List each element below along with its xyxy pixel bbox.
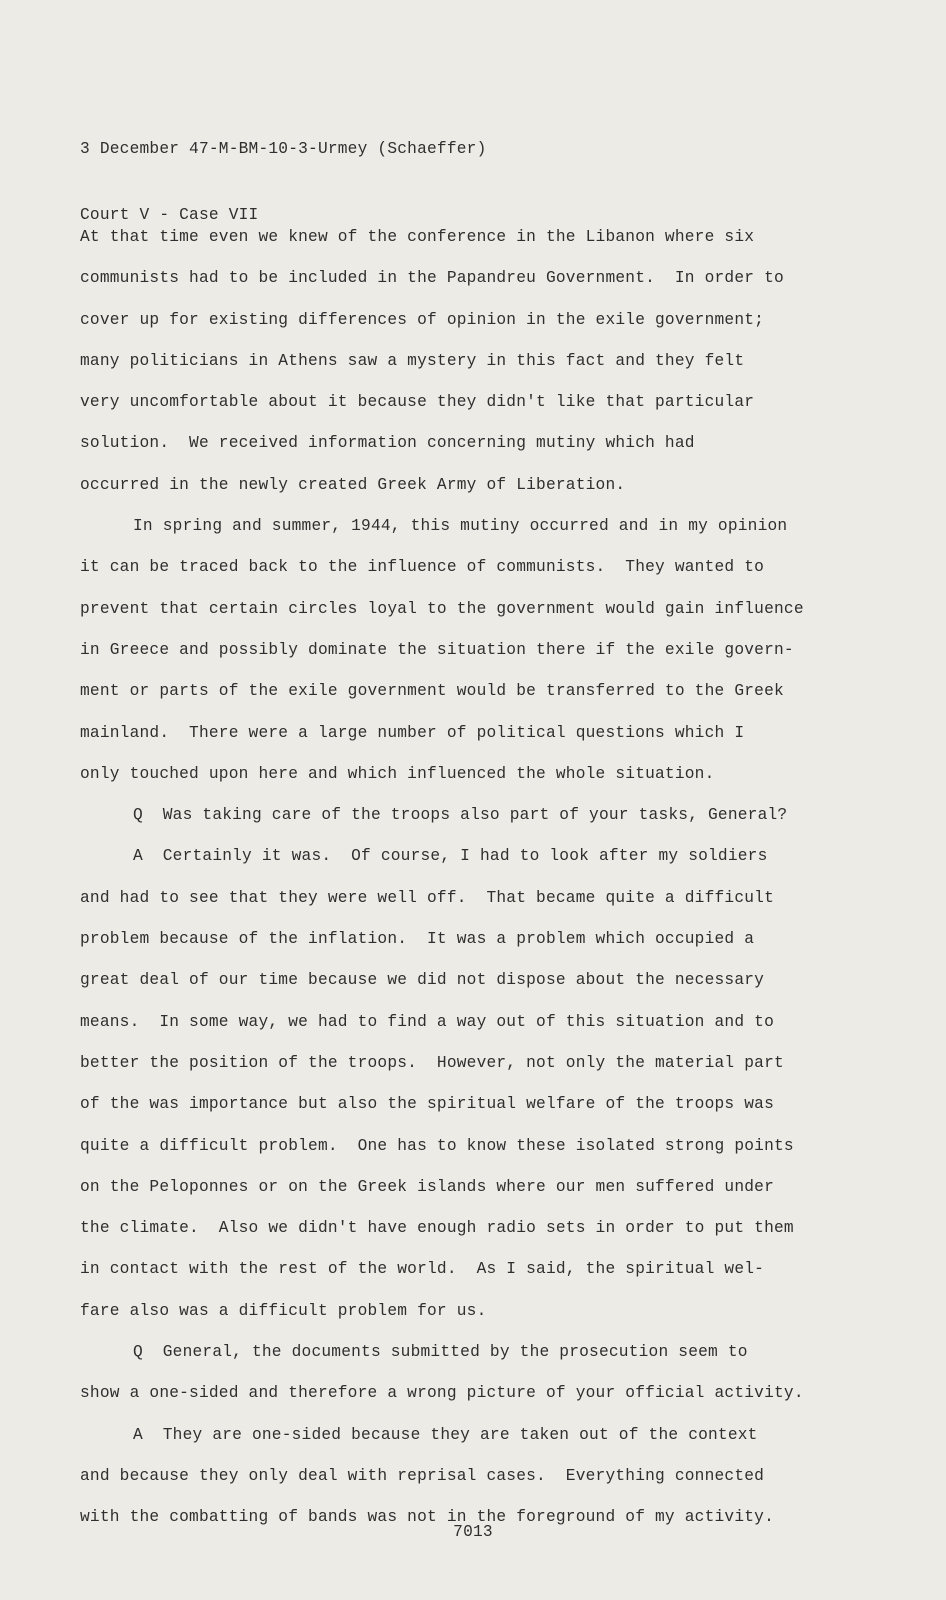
text-line: solution. We received information concerning mutiny which had — [80, 434, 695, 453]
transcript-body — [80, 217, 840, 1539]
text-line: fare also was a difficult problem for us. — [80, 1301, 487, 1320]
answer-line: A Certainly it was. Of course, I had to look after my soldiers — [133, 847, 768, 866]
text-line: better the position of the troops. However, not only the material part — [80, 1053, 784, 1072]
text-line: In spring and summer, 1944, this mutiny occurred and in my opinion — [133, 517, 788, 536]
text-line: and because they only deal with reprisal cases. Everything connected — [80, 1466, 765, 1485]
text-line: great deal of our time because we did not dispose about the necessary — [80, 971, 765, 990]
header-date-line: 3 December 47-M-BM-10-3-Urmey (Schaeffer) — [80, 140, 487, 158]
text-line: means. In some way, we had to find a way out of this situation and to — [80, 1012, 774, 1031]
answer-line: A They are one-sided because they are taken out of the context — [133, 1425, 758, 1444]
text-line: only touched upon here and which influenced the whole situation. — [80, 764, 715, 783]
text-line: occurred in the newly created Greek Army of Liberation. — [80, 475, 626, 494]
text-line: quite a difficult problem. One has to know these isolated strong points — [80, 1136, 794, 1155]
text-line: communists had to be included in the Papandreu Government. In order to — [80, 269, 784, 288]
text-line: problem because of the inflation. It was a problem which occupied a — [80, 930, 755, 949]
text-line: many politicians in Athens saw a mystery in this fact and they felt — [80, 351, 745, 370]
text-line: cover up for existing differences of opinion in the exile government; — [80, 310, 765, 329]
text-line: with the combatting of bands was not in the foreground of my activity. — [80, 1508, 774, 1527]
text-line: mainland. There were a large number of political questions which I — [80, 723, 745, 742]
text-line: prevent that certain circles loyal to the government would gain influence — [80, 599, 804, 618]
text-line: show a one-sided and therefore a wrong picture of your official activity. — [80, 1384, 804, 1403]
text-line: of the was importance but also the spiritual welfare of the troops was — [80, 1095, 774, 1114]
page-number: 7013 — [453, 1523, 493, 1541]
text-line: it can be traced back to the influence of communists. They wanted to — [80, 558, 765, 577]
header-court-line: Court V - Case VII — [80, 206, 259, 224]
question-line: Q Was taking care of the troops also part of your tasks, General? — [133, 806, 788, 825]
text-line: ment or parts of the exile government would be transferred to the Greek — [80, 682, 784, 701]
question-line: Q General, the documents submitted by the prosecution seem to — [133, 1343, 748, 1362]
text-line: in contact with the rest of the world. As I said, the spiritual wel- — [80, 1260, 765, 1279]
text-line: At that time even we knew of the conference in the Libanon where six — [80, 228, 755, 246]
text-line: in Greece and possibly dominate the situation there if the exile govern- — [80, 640, 794, 659]
text-line: the climate. Also we didn't have enough radio sets in order to put them — [80, 1219, 794, 1238]
text-line: on the Peloponnes or on the Greek islands where our men suffered under — [80, 1177, 774, 1196]
text-line: very uncomfortable about it because they didn't like that particular — [80, 393, 755, 412]
text-line: and had to see that they were well off. That became quite a difficult — [80, 888, 774, 907]
